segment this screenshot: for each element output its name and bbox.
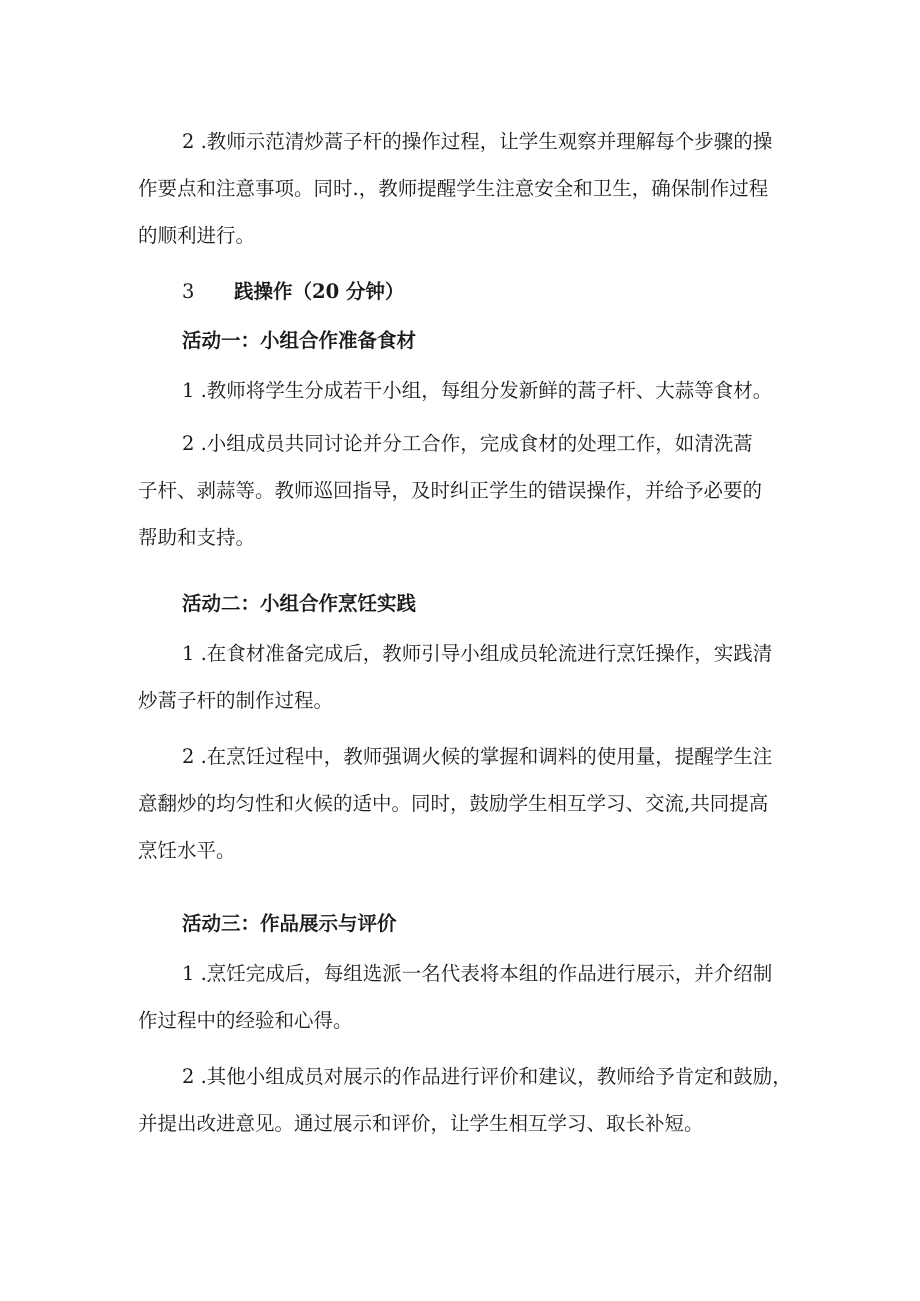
text-line: 帮助和支持。 [138, 526, 256, 549]
paragraph-activity1-item1 [138, 367, 798, 414]
section-title: 践操作（20 分钟） [234, 280, 405, 303]
text-line: 作过程中的经验和心得。 [138, 1009, 353, 1032]
text-line: 1 .教师将学生分成若干小组，每组分发新鲜的蒿子杆、大蒜等食材。 [182, 379, 773, 402]
text-line: 意翻炒的均匀性和火候的适中。同时，鼓励学生相互学习、交流,共同提高 [138, 792, 769, 815]
paragraph-activity2-item2 [138, 733, 798, 874]
text-line: 1 .在食材准备完成后，教师引导小组成员轮流进行烹饪操作，实践清 [182, 642, 773, 665]
text-line: 2 .其他小组成员对展示的作品进行评价和建议，教师给予肯定和鼓励， [182, 1065, 792, 1088]
text-line: 作要点和注意事项。同时.，教师提醒学生注意安全和卫生，确保制作过程 [138, 177, 769, 200]
text-line: 1 .烹饪完成后，每组选派一名代表将本组的作品进行展示，并介绍制 [182, 962, 773, 985]
text-line: 烹饪水平。 [138, 839, 236, 862]
text-line: 2 .在烹饪过程中，教师强调火候的掌握和调料的使用量，提醒学生注 [182, 745, 773, 768]
paragraph-activity3-item1 [138, 950, 798, 1044]
activity-heading-1: 活动一：小组合作准备食材 [182, 329, 417, 352]
paragraph-activity1-item2 [138, 420, 798, 561]
text-line: 的顺利进行。 [138, 224, 256, 247]
text-line: 炒蒿子杆的制作过程。 [138, 689, 334, 712]
activity-heading-2: 活动二：小组合作烹饪实践 [182, 592, 417, 615]
text-line: 子杆、剥蒜等。教师巡回指导，及时纠正学生的错误操作，并给予必要的 [138, 479, 763, 502]
section-heading-3 [182, 268, 404, 315]
text-line: 并提出改进意见。通过展示和评价，让学生相互学习、取长补短。 [138, 1112, 704, 1135]
text-line: 2 .小组成员共同讨论并分工合作，完成食材的处理工作，如清洗蒿 [182, 432, 753, 455]
paragraph-activity3-item2 [138, 1053, 798, 1147]
section-number: 3 [182, 280, 195, 303]
paragraph-activity2-item1 [138, 630, 798, 724]
paragraph-demonstration [138, 118, 798, 259]
text-line: 2 .教师示范清炒蒿子杆的操作过程，让学生观察并理解每个步骤的操 [182, 130, 773, 153]
activity-heading-3: 活动三：作品展示与评价 [182, 912, 397, 935]
